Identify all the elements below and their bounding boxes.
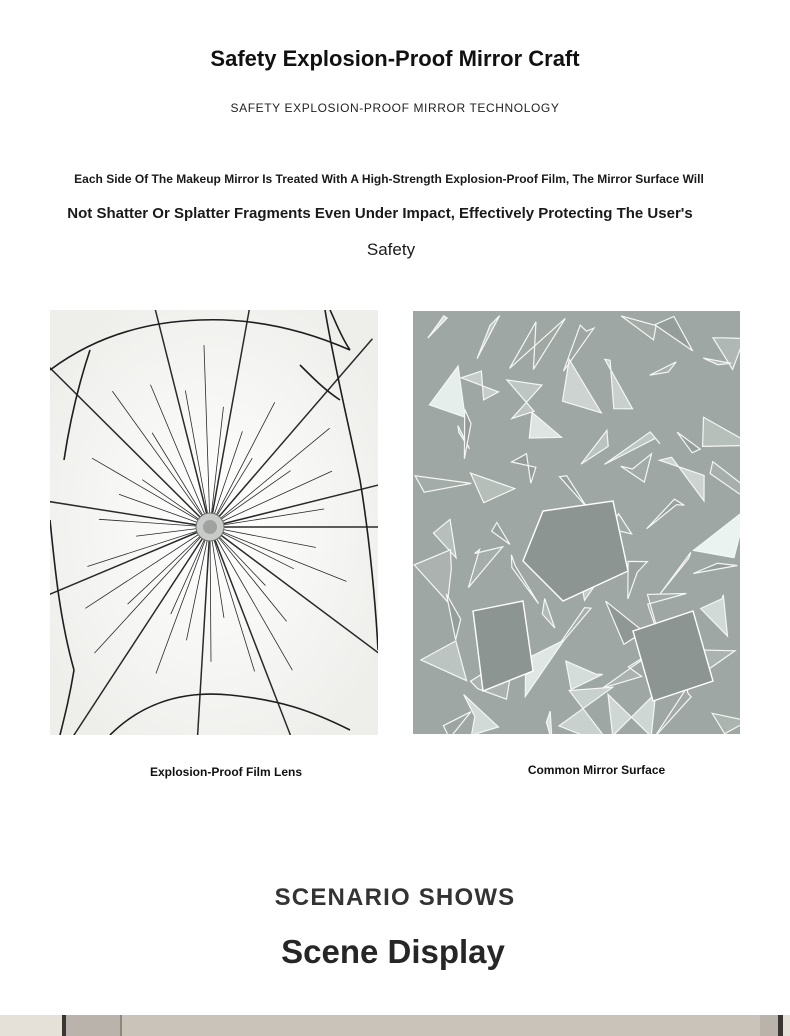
scenario-label: SCENARIO SHOWS — [274, 884, 516, 911]
caption-explosion-proof-film-lens: Explosion-Proof Film Lens — [149, 765, 302, 779]
scene-doorway — [120, 1015, 760, 1036]
shattered-mirror-image — [413, 311, 740, 734]
cracked-glass-image — [50, 310, 378, 735]
cracked-glass-illustration — [50, 310, 378, 735]
scene-wall-right — [783, 1015, 790, 1036]
craft-description-line-1: Each Side Of The Makeup Mirror Is Treated With A High-Strength Explosion-Proof Film, The Mirror Surface Will — [74, 172, 704, 186]
shattered-mirror-illustration — [413, 311, 740, 734]
craft-description-line-2: Not Shatter Or Splatter Fragments Even Under Impact, Effectively Protecting The User's — [67, 205, 693, 222]
craft-description-line-3: Safety — [366, 240, 416, 259]
scene-wall-left — [0, 1015, 62, 1036]
scene-display-title: Scene Display — [281, 933, 505, 970]
craft-title: Safety Explosion-Proof Mirror Craft — [210, 46, 580, 71]
scene-photo-preview — [0, 1015, 790, 1036]
caption-common-mirror-surface: Common Mirror Surface — [527, 763, 666, 777]
craft-subtitle: SAFETY EXPLOSION-PROOF MIRROR TECHNOLOGY — [230, 101, 560, 115]
